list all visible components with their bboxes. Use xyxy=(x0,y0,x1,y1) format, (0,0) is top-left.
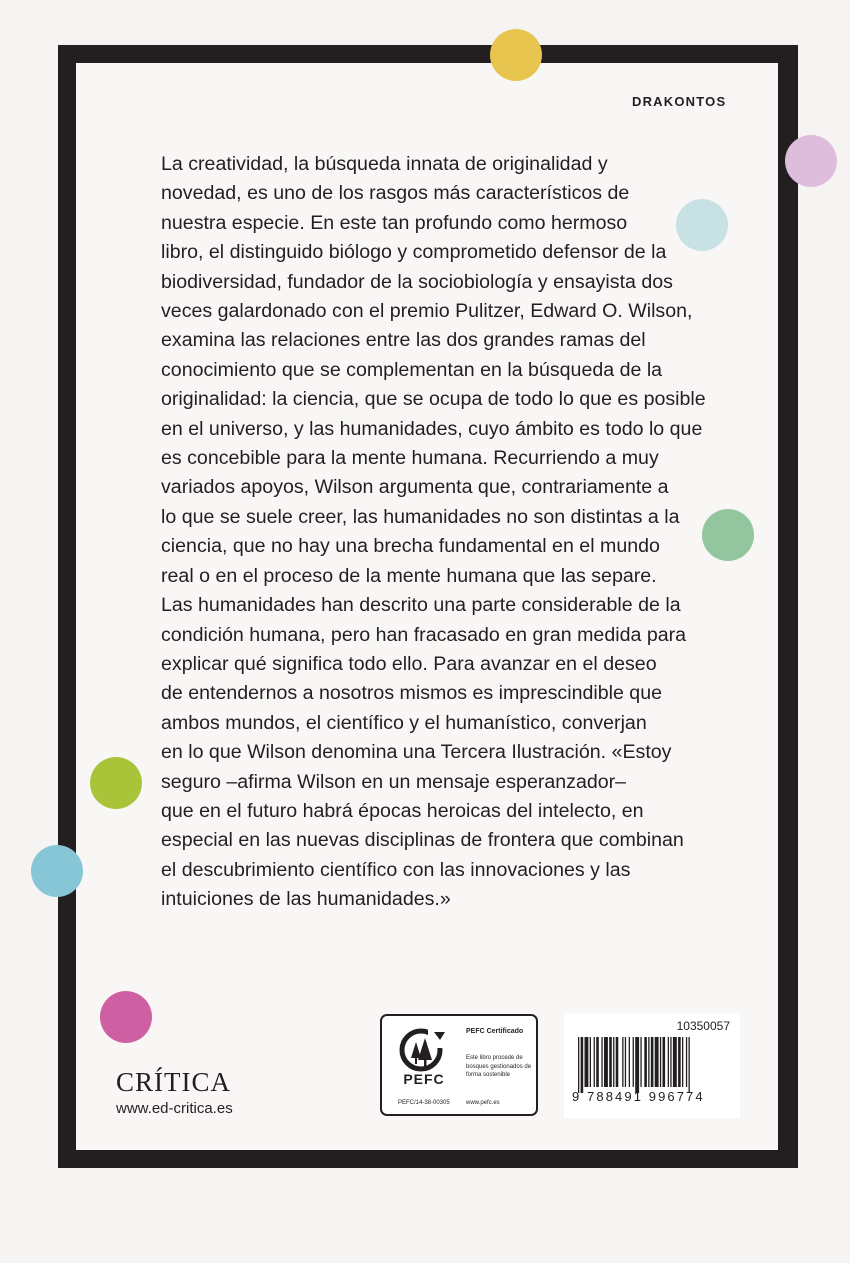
blue-dot xyxy=(31,845,83,897)
blurb-line: intuiciones de las humanidades.» xyxy=(161,888,451,911)
pefc-tree-logo-icon xyxy=(394,1028,458,1086)
blurb-line: ambos mundos, el científico y el humanístico, converjan xyxy=(161,711,647,734)
blurb-line: originalidad: la ciencia, que se ocupa de todo lo que es posible xyxy=(161,388,706,411)
pefc-title: PEFC Certificado xyxy=(466,1028,524,1035)
publisher-website[interactable]: www.ed-critica.es xyxy=(116,1100,233,1117)
pefc-description: Este libro procede de bosques gestionados de forma sostenible xyxy=(466,1055,532,1078)
series-name: DRAKONTOS xyxy=(632,94,727,109)
blurb-line: que en el futuro habrá épocas heroicas del intelecto, en xyxy=(161,799,644,822)
barcode-bar xyxy=(629,1037,630,1087)
blurb-line: veces galardonado con el premio Pulitzer, Edward O. Wilson, xyxy=(161,300,693,323)
blurb-line: en el universo, y las humanidades, cuyo ámbito es todo lo que xyxy=(161,417,703,440)
barcode-bar xyxy=(604,1037,608,1087)
barcode-bar xyxy=(678,1037,681,1087)
blurb-line: en lo que Wilson denomina una Tercera Ilustración. «Estoy xyxy=(161,741,672,764)
barcode-bar xyxy=(651,1037,654,1087)
barcode-bar xyxy=(668,1037,669,1087)
barcode-bar xyxy=(596,1037,599,1087)
blurb-line: especial en las nuevas disciplinas de frontera que combinan xyxy=(161,829,684,852)
barcode-bar xyxy=(682,1037,683,1087)
barcode-bar xyxy=(622,1037,623,1087)
barcode-bar xyxy=(616,1037,619,1087)
barcode-bar xyxy=(670,1037,671,1087)
barcode-bar xyxy=(581,1037,584,1093)
lilac-dot xyxy=(785,135,837,187)
pefc-logo-text: PEFC xyxy=(403,1071,445,1086)
blurb-line: es concebible para la mente humana. Recurriendo a muy xyxy=(161,447,659,470)
barcode-bar xyxy=(663,1037,666,1087)
barcode-bars xyxy=(578,1037,728,1093)
blurb-line: condición humana, pero han fracasado en gran medida para xyxy=(161,623,687,646)
barcode-bar xyxy=(673,1037,677,1087)
blurb-line: La creatividad, la búsqueda innata de originalidad y xyxy=(161,153,608,175)
barcode-bar xyxy=(594,1037,595,1087)
barcode-bar xyxy=(648,1037,649,1087)
blurb-line: libro, el distinguido biólogo y comprometido defensor de la xyxy=(161,241,667,264)
yellow-dot xyxy=(490,29,542,81)
blurb-line: novedad, es uno de los rasgos más característicos de xyxy=(161,182,630,205)
blurb-line: de entendernos a nosotros mismos es imprescindible que xyxy=(161,682,662,705)
isbn-digits: 9 788491 996774 xyxy=(572,1089,705,1104)
barcode-bar xyxy=(635,1037,639,1093)
publisher-logo: CRÍTICA xyxy=(116,1067,231,1097)
magenta-dot xyxy=(100,991,152,1043)
blurb-line: real o en el proceso de la mente humana que las separe. xyxy=(161,564,657,587)
barcode-bar xyxy=(585,1037,589,1087)
pefc-url: www.pefc.es xyxy=(466,1100,500,1106)
blurb-line: seguro –afirma Wilson en un mensaje esperanzador– xyxy=(161,770,627,793)
barcode-bar xyxy=(578,1037,579,1093)
blurb-line: lo que se suele creer, las humanidades no son distintas a la xyxy=(161,505,680,528)
blurb-line: conocimiento que se complementan en la búsqueda de la xyxy=(161,358,663,381)
barcode-bar xyxy=(644,1037,647,1087)
blurb-line: el descubrimiento científico con las innovaciones y las xyxy=(161,858,631,881)
barcode-bar xyxy=(655,1037,659,1087)
barcode-bar xyxy=(633,1037,634,1087)
blurb-line: explicar qué significa todo ello. Para avanzar en el deseo xyxy=(161,652,657,675)
barcode-bar xyxy=(613,1037,614,1087)
barcode-bar xyxy=(660,1037,661,1087)
isbn-barcode xyxy=(564,1013,740,1118)
barcode-bar xyxy=(601,1037,602,1087)
blurb-line: Las humanidades han descrito una parte considerable de la xyxy=(161,594,681,617)
lime-dot xyxy=(90,757,142,809)
blurb-line: biodiversidad, fundador de la sociobiología y ensayista dos xyxy=(161,270,673,293)
back-cover-blurb xyxy=(161,150,721,915)
barcode-bar xyxy=(625,1037,626,1087)
barcode-reference: 10350057 xyxy=(676,1019,730,1033)
pefc-certification-badge xyxy=(380,1014,538,1116)
blurb-line: examina las relaciones entre las dos grandes ramas del xyxy=(161,329,646,352)
blurb-line: variados apoyos, Wilson argumenta que, contrariamente a xyxy=(161,476,669,499)
blurb-line: ciencia, que no hay una brecha fundamental en el mundo xyxy=(161,535,660,558)
blurb-line: nuestra especie. En este tan profundo como hermoso xyxy=(161,211,628,234)
pefc-code: PEFC/14-38-00305 xyxy=(398,1100,450,1106)
barcode-bar xyxy=(590,1037,591,1087)
barcode-bar xyxy=(609,1037,612,1087)
barcode-bar xyxy=(686,1037,687,1087)
barcode-bar xyxy=(640,1037,641,1087)
barcode-bar xyxy=(689,1037,690,1093)
